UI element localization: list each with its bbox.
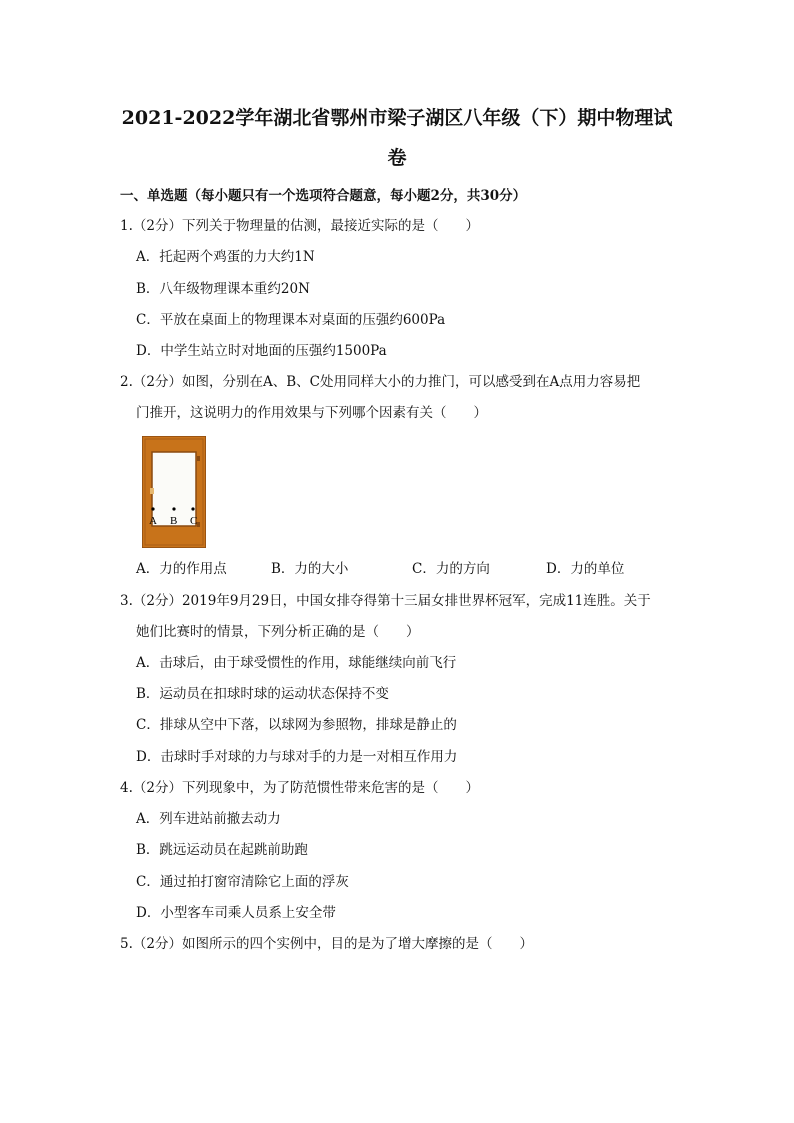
question-2-option-b: B．力的大小 xyxy=(271,561,349,577)
question-3-option-b: B．运动员在扣球时球的运动状态保持不变 xyxy=(136,686,389,702)
point-a-label: A xyxy=(149,515,157,527)
question-2-option-d: D．力的单位 xyxy=(546,561,625,577)
point-b-dot xyxy=(172,507,175,510)
door-figure xyxy=(142,436,206,548)
question-3-stem-cont: 她们比赛时的情景，下列分析正确的是（ ） xyxy=(136,624,420,640)
question-2-options xyxy=(136,559,676,579)
question-2-option-a: A．力的作用点 xyxy=(136,561,227,577)
question-4-option-a: A．列车进站前撤去动力 xyxy=(136,811,281,827)
question-2-option-c: C．力的方向 xyxy=(412,561,490,577)
question-4-option-c: C．通过拍打窗帘清除它上面的浮灰 xyxy=(136,874,349,890)
page-title: 2021-2022学年湖北省鄂州市梁子湖区八年级（下）期中物理试 xyxy=(121,107,673,129)
question-2-stem: 2.（2分）如图，分别在A、B、C处用同样大小的力推门，可以感受到在A点用力容易把 xyxy=(120,374,641,390)
question-4-option-b: B．跳远运动员在起跳前助跑 xyxy=(136,842,308,858)
question-4-option-d: D．小型客车司乘人员系上安全带 xyxy=(136,905,336,921)
question-1-option-c: C．平放在桌面上的物理课本对桌面的压强约600Pa xyxy=(136,312,446,328)
section-heading: 一、单选题（每小题只有一个选项符合题意，每小题2分，共30分） xyxy=(120,188,527,204)
point-b-label: B xyxy=(170,515,178,527)
question-1-option-b: B．八年级物理课本重约20N xyxy=(136,281,310,297)
point-c-label: C xyxy=(190,515,198,527)
page-title-continued: 卷 xyxy=(387,147,407,169)
question-1-stem: 1.（2分）下列关于物理量的估测，最接近实际的是（ ） xyxy=(120,218,479,234)
question-4-stem: 4.（2分）下列现象中，为了防范惯性带来危害的是（ ） xyxy=(120,780,479,796)
question-2-stem-cont: 门推开，这说明力的作用效果与下列哪个因素有关（ ） xyxy=(136,405,487,421)
question-5-stem: 5.（2分）如图所示的四个实例中，目的是为了增大摩擦的是（ ） xyxy=(120,936,533,952)
point-a-dot xyxy=(151,507,154,510)
question-3-option-c: C．排球从空中下落，以球网为参照物，排球是静止的 xyxy=(136,717,457,733)
question-3-stem: 3.（2分）2019年9月29日，中国女排夺得第十三届女排世界杯冠军，完成11连胜。关于 xyxy=(120,593,651,609)
question-3-option-a: A．击球后，由于球受惯性的作用，球能继续向前飞行 xyxy=(136,655,457,671)
question-1-option-a: A．托起两个鸡蛋的力大约1N xyxy=(136,249,315,265)
question-3-option-d: D．击球时手对球的力与球对手的力是一对相互作用力 xyxy=(136,749,458,765)
question-1-option-d: D．中学生站立时对地面的压强约1500Pa xyxy=(136,343,387,359)
point-c-dot xyxy=(191,507,194,510)
